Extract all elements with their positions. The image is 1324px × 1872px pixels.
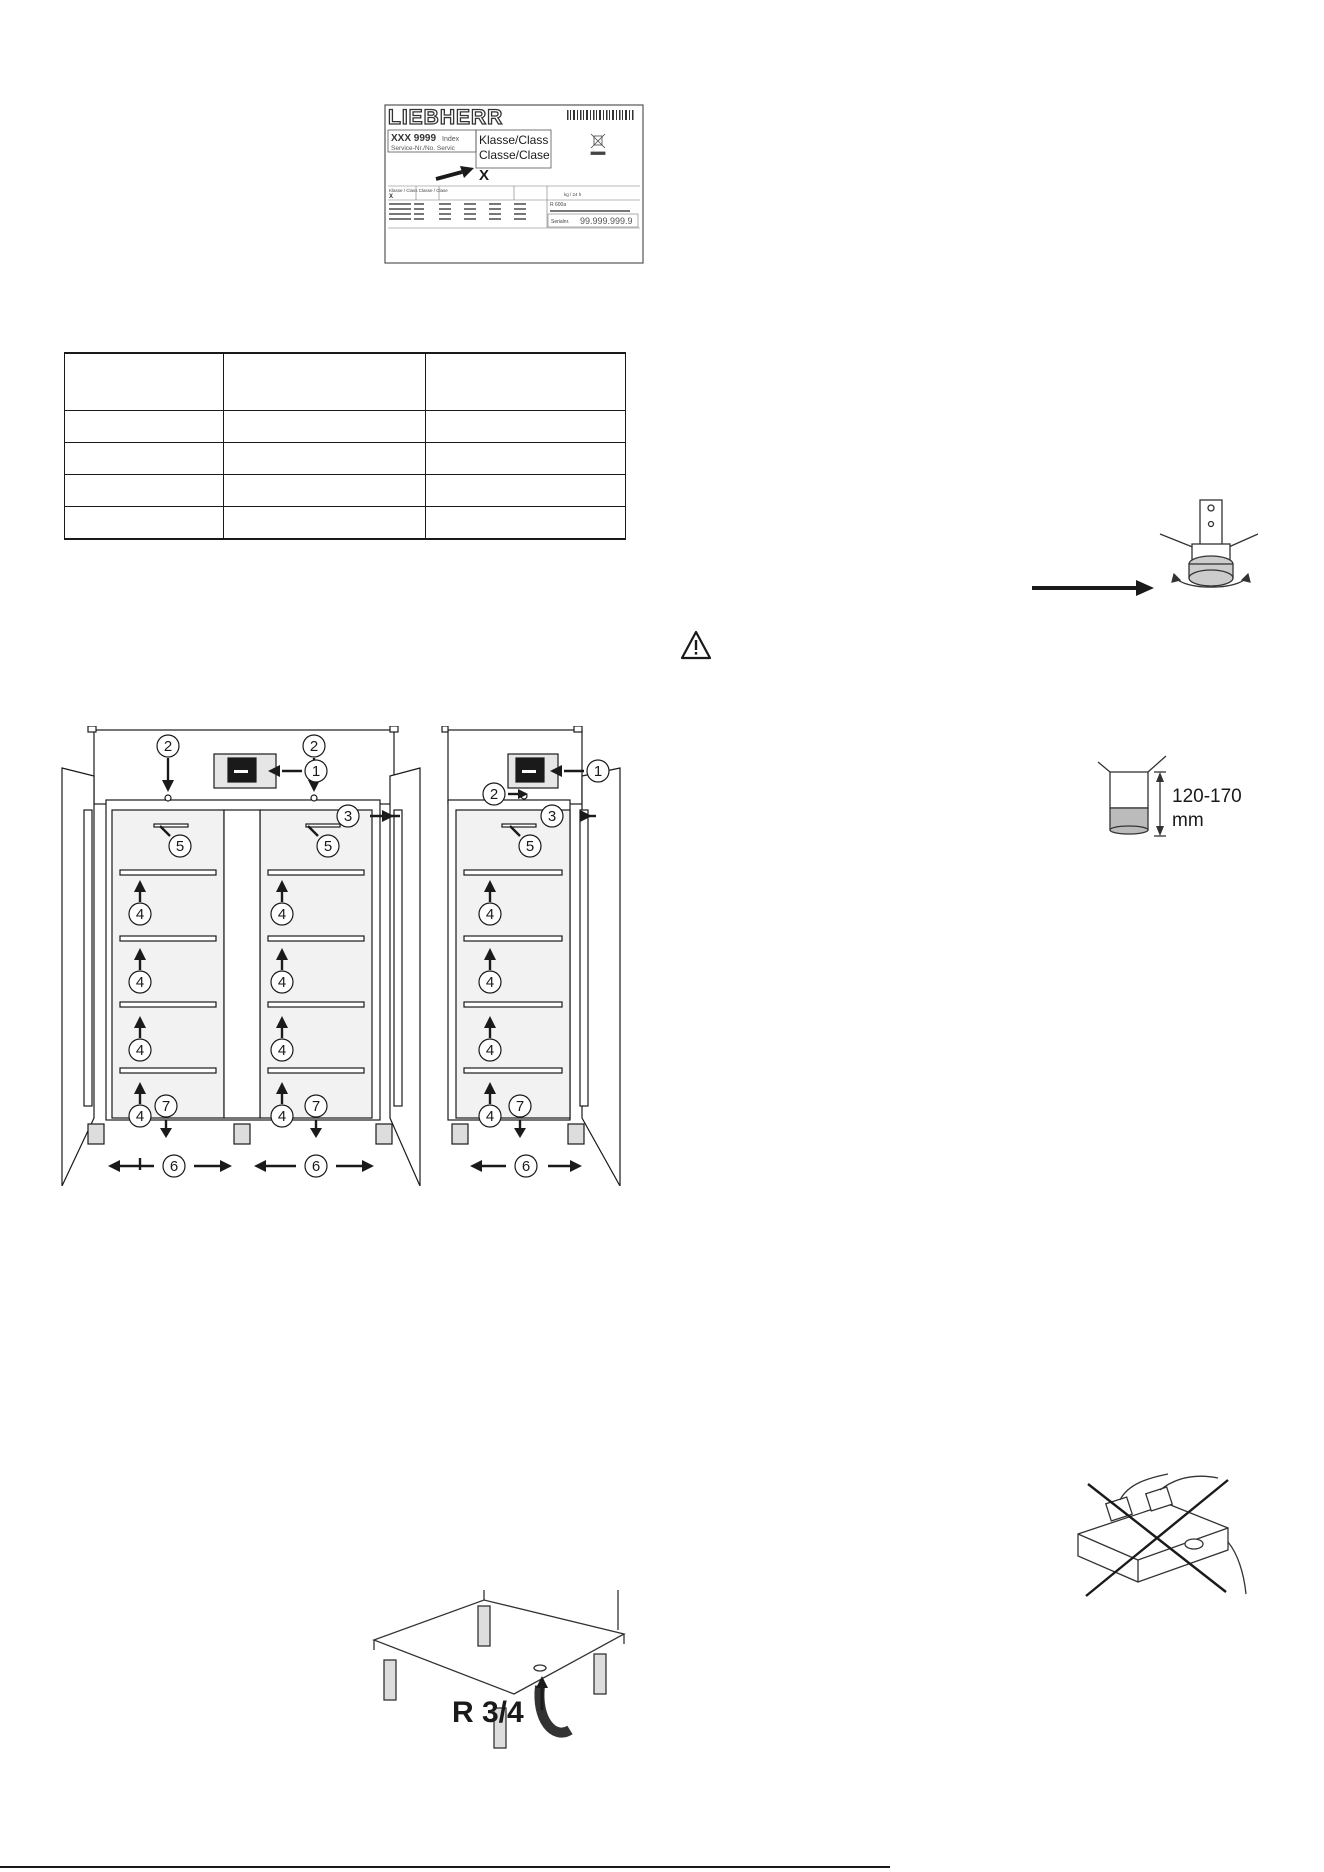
callout-4: 4 [135, 1042, 145, 1059]
warning-triangle-icon [680, 630, 712, 660]
spec-table [64, 352, 626, 540]
table-row [65, 475, 626, 507]
table-cell [65, 443, 224, 475]
drain-size-label: R 3/4 [452, 1696, 524, 1729]
no-multi-socket-figure [1068, 1464, 1248, 1604]
rating-label-figure [384, 104, 644, 264]
callout-4: 4 [135, 1108, 145, 1125]
model-number: XXX 9999 [391, 133, 437, 144]
small-class-value: X [389, 194, 394, 200]
drain-connection-figure [364, 1590, 634, 1802]
callout-4: 4 [277, 906, 287, 923]
callout-7: 7 [515, 1098, 525, 1115]
service-number: Service-Nr./No. Servic [391, 145, 455, 152]
table-cell [224, 411, 426, 443]
refrigerant: R 600a [550, 202, 567, 208]
table-cell [426, 475, 626, 507]
table-cell [426, 507, 626, 540]
table-cell [224, 443, 426, 475]
table-cell [426, 353, 626, 411]
callout-5: 5 [323, 838, 333, 855]
index-label: Index [442, 136, 460, 143]
table-row [65, 353, 626, 411]
foot-height-value: 120-170 [1172, 786, 1242, 807]
callout-6: 6 [521, 1158, 531, 1175]
callout-2: 2 [489, 786, 499, 803]
table-row [65, 411, 626, 443]
callout-4: 4 [485, 906, 495, 923]
table-cell [65, 507, 224, 540]
table-row [65, 443, 626, 475]
callout-4: 4 [485, 974, 495, 991]
callout-2: 2 [309, 738, 319, 755]
callout-4: 4 [135, 974, 145, 991]
callout-4: 4 [485, 1108, 495, 1125]
callout-4: 4 [277, 974, 287, 991]
serial-number: 99.999.999.9 [580, 216, 633, 226]
class-value: X [479, 167, 490, 184]
callout-6: 6 [311, 1158, 321, 1175]
callout-3: 3 [547, 808, 557, 825]
table-cell [426, 443, 626, 475]
callout-2: 2 [163, 738, 173, 755]
table-cell [65, 475, 224, 507]
weight-unit: kg / 24 h [564, 192, 582, 197]
brand-logo: LIEBHERR [388, 106, 504, 129]
table-row [65, 507, 626, 540]
appliance-interior-figure [60, 726, 630, 1186]
class-line-2: Classe/Clase [479, 148, 550, 162]
serial-label: Serialnr. [551, 219, 570, 225]
callout-4: 4 [277, 1042, 287, 1059]
callout-1: 1 [593, 763, 603, 780]
callout-6: 6 [169, 1158, 179, 1175]
table-cell [224, 507, 426, 540]
arrow-right-icon [1032, 580, 1154, 596]
table-cell [224, 353, 426, 411]
table-cell [65, 353, 224, 411]
foot-height-unit: mm [1172, 810, 1204, 831]
callout-5: 5 [175, 838, 185, 855]
callout-4: 4 [135, 906, 145, 923]
callout-4: 4 [277, 1108, 287, 1125]
foot-height-figure [1096, 750, 1276, 850]
table-cell [65, 411, 224, 443]
class-line-1: Klasse/Class [479, 133, 549, 147]
adjustable-foot-figure [1028, 494, 1258, 614]
callout-4: 4 [485, 1042, 495, 1059]
table-cell [224, 475, 426, 507]
table-cell [426, 411, 626, 443]
callout-7: 7 [161, 1098, 171, 1115]
callout-3: 3 [343, 808, 353, 825]
callout-7: 7 [311, 1098, 321, 1115]
callout-5: 5 [525, 838, 535, 855]
footer-rule [0, 1866, 890, 1868]
callout-1: 1 [311, 763, 321, 780]
small-class-label: Klasse / Class Classe / Clase [389, 188, 448, 193]
